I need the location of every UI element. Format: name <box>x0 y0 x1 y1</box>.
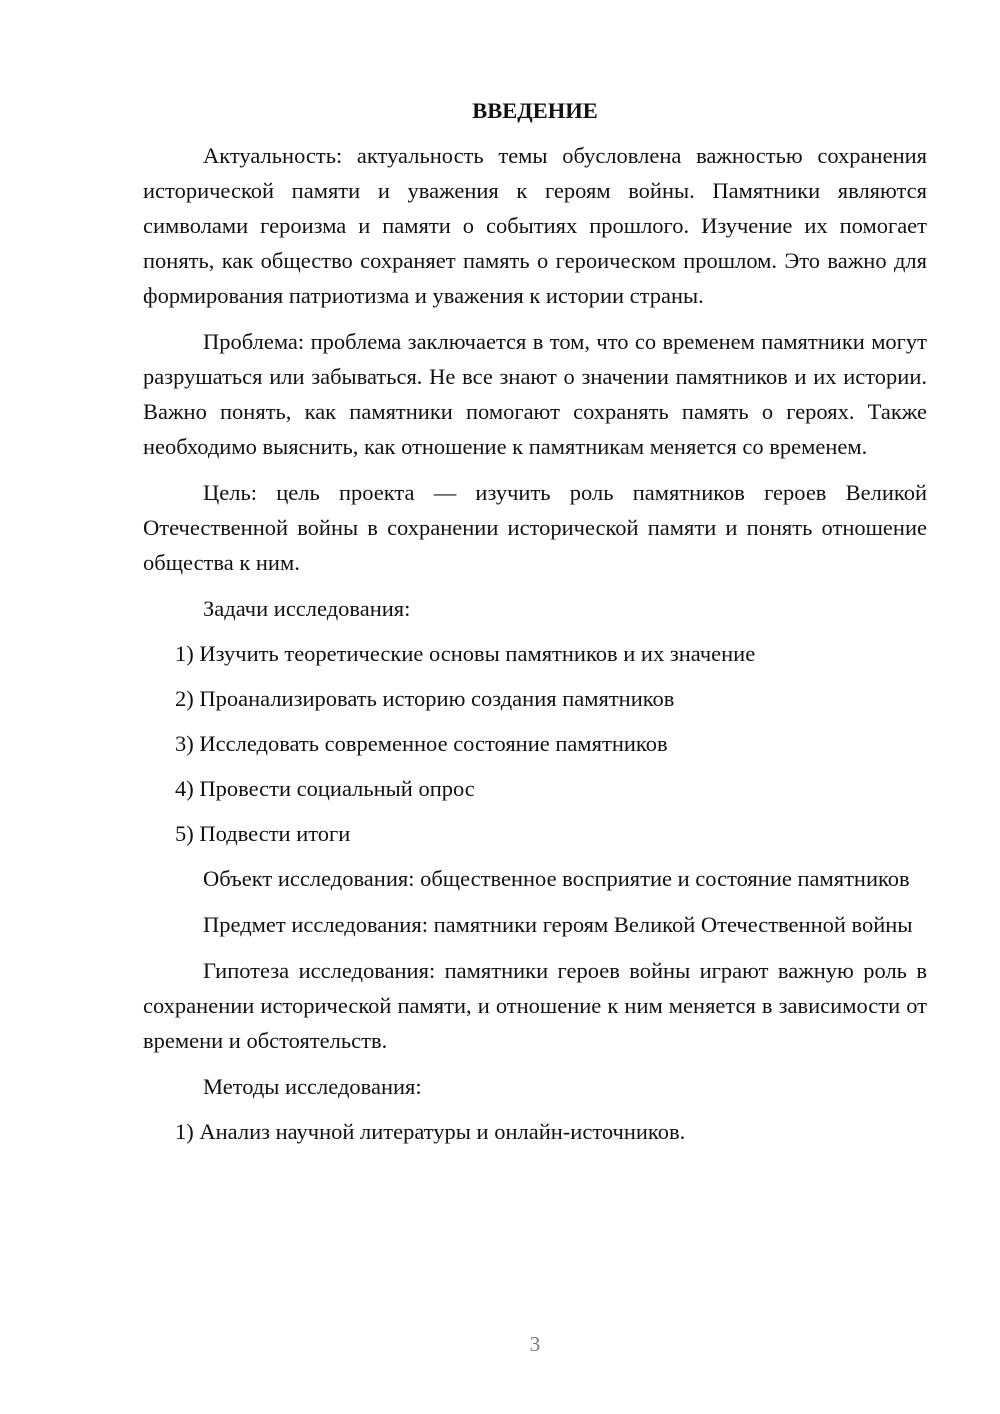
hypothesis-paragraph: Гипотеза исследования: памятники героев войны играют важную роль в сохранении исторической памяти, и отношение к ним меняется в зависимости от времени и обстоятельств. <box>143 958 927 1053</box>
section-title: ВВЕДЕНИЕ <box>472 98 598 123</box>
task-item-2: 2) Проанализировать историю создания памятников <box>175 686 675 711</box>
method-item-1: 1) Анализ научной литературы и онлайн-источников. <box>175 1119 686 1144</box>
goal-paragraph: Цель: цель проекта — изучить роль памятников героев Великой Отечественной войны в сохранении исторической памяти и понять отношение общества к ним. <box>143 480 927 575</box>
task-item-3: 3) Исследовать современное состояние памятников <box>175 731 668 756</box>
problem-paragraph: Проблема: проблема заключается в том, что со временем памятники могут разрушаться или забываться. Не все знают о значении памятников и их истории. Важно понять, как памятники помогают сохранять память о героях. Также необходимо выяснить, как отношение к памятникам меняется со временем. <box>143 329 927 459</box>
tasks-heading: Задачи исследования: <box>203 596 411 621</box>
methods-heading: Методы исследования: <box>203 1074 422 1099</box>
page-number: 3 <box>529 1332 541 1356</box>
task-item-4: 4) Провести социальный опрос <box>175 776 475 801</box>
task-item-1: 1) Изучить теоретические основы памятников и их значение <box>175 641 756 666</box>
object-paragraph: Объект исследования: общественное восприятие и состояние памятников <box>203 866 910 891</box>
document-page <box>143 96 927 1159</box>
relevance-paragraph: Актуальность: актуальность темы обусловлена важностью сохранения исторической памяти и уважения к героям войны. Памятники являются символами героизма и памяти о событиях прошлого. Изучение их помогает понять, как общество сохраняет память о героическом прошлом. Это важно для формирования патриотизма и уважения к истории страны. <box>143 143 927 308</box>
subject-paragraph: Предмет исследования: памятники героям Великой Отечественной войны <box>203 912 913 937</box>
task-item-5: 5) Подвести итоги <box>175 821 351 846</box>
